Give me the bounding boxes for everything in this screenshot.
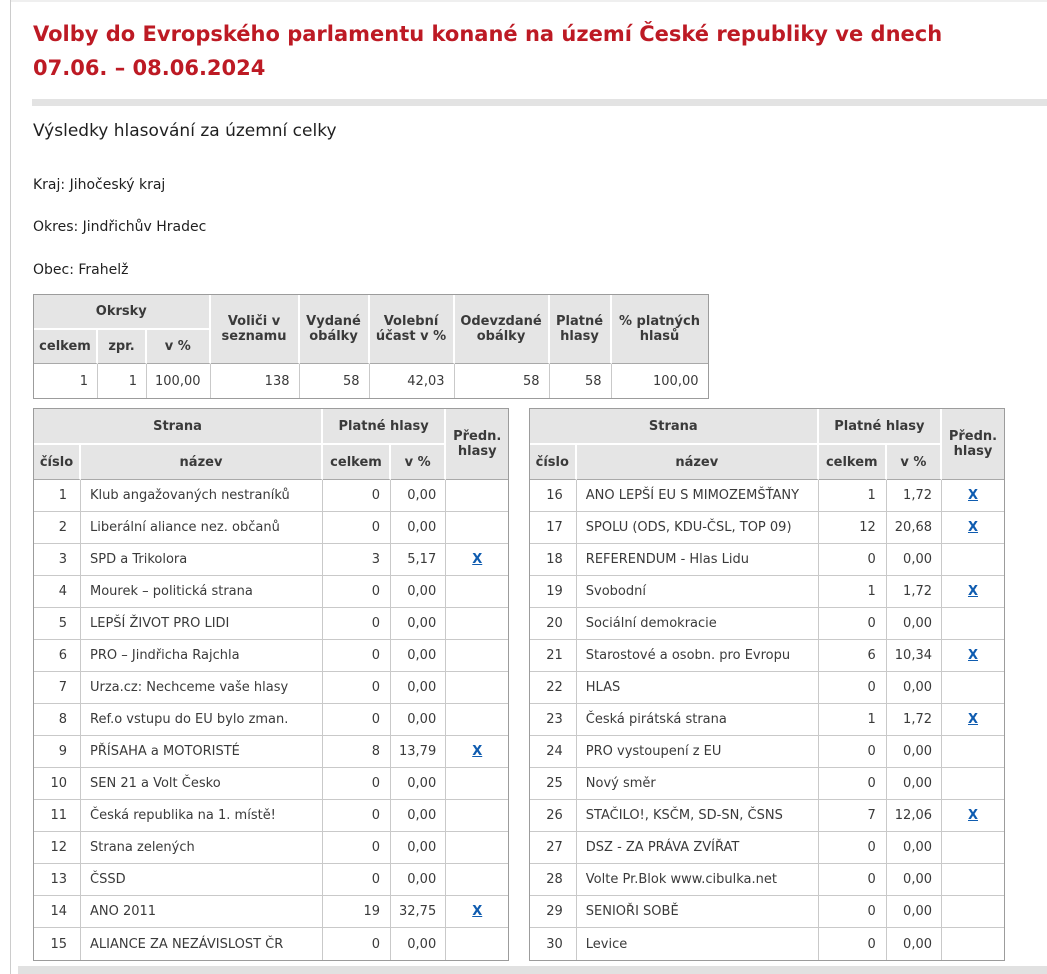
party-name-cell: Strana zelených bbox=[81, 832, 323, 864]
party-votes-cell: 0 bbox=[323, 576, 391, 608]
pref-votes-link[interactable]: X bbox=[967, 488, 979, 503]
party-name-cell: SEN 21 a Volt Česko bbox=[81, 768, 323, 800]
party-votes-cell: 0 bbox=[819, 544, 887, 576]
party-header-platne-hlasy: Platné hlasy bbox=[323, 409, 446, 445]
party-pct-cell: 12,06 bbox=[887, 800, 942, 832]
party-pct-cell: 0,00 bbox=[391, 672, 446, 704]
table-row bbox=[530, 736, 1004, 768]
party-pref-cell bbox=[942, 576, 1004, 608]
party-number-cell: 23 bbox=[530, 704, 577, 736]
party-pref-cell bbox=[446, 896, 508, 928]
party-table-right-wrapper bbox=[529, 408, 1005, 961]
party-pref-cell bbox=[942, 704, 1004, 736]
party-pct-cell: 1,72 bbox=[887, 480, 942, 512]
party-number-cell: 26 bbox=[530, 800, 577, 832]
party-votes-cell: 0 bbox=[819, 768, 887, 800]
party-votes-cell: 0 bbox=[323, 512, 391, 544]
party-pct-cell: 0,00 bbox=[391, 800, 446, 832]
summary-header-ucast: Volební účast v % bbox=[370, 295, 455, 364]
party-header-cislo: číslo bbox=[34, 445, 81, 480]
party-votes-cell: 0 bbox=[819, 736, 887, 768]
party-number-cell: 9 bbox=[34, 736, 81, 768]
party-pct-cell: 0,00 bbox=[391, 512, 446, 544]
summary-value-okrsky-vpct: 100,00 bbox=[147, 364, 211, 398]
party-number-cell: 2 bbox=[34, 512, 81, 544]
party-header-predn-hlasy: Předn. hlasy bbox=[446, 409, 508, 480]
summary-header-pct-platnych: % platných hlasů bbox=[612, 295, 708, 364]
party-pct-cell: 0,00 bbox=[391, 608, 446, 640]
party-pct-cell: 0,00 bbox=[391, 576, 446, 608]
table-row bbox=[530, 928, 1004, 960]
summary-header-okrsky: Okrsky bbox=[34, 295, 211, 330]
party-pct-cell: 0,00 bbox=[391, 832, 446, 864]
party-name-cell: PRO vystoupení z EU bbox=[577, 736, 819, 768]
table-row bbox=[530, 544, 1004, 576]
summary-value-ucast: 42,03 bbox=[370, 364, 455, 398]
table-row bbox=[530, 608, 1004, 640]
table-row bbox=[530, 576, 1004, 608]
party-votes-cell: 0 bbox=[323, 800, 391, 832]
party-header-celkem: celkem bbox=[819, 445, 887, 480]
table-row bbox=[34, 736, 508, 768]
party-name-cell: ANO LEPŠÍ EU S MIMOZEMŠŤANY bbox=[577, 480, 819, 512]
party-pref-cell bbox=[446, 736, 508, 768]
party-header-predn-hlasy: Předn. hlasy bbox=[942, 409, 1004, 480]
party-pref-cell bbox=[942, 896, 1004, 928]
pref-votes-link[interactable]: X bbox=[472, 904, 483, 919]
party-pct-cell: 0,00 bbox=[391, 768, 446, 800]
party-pref-cell bbox=[446, 768, 508, 800]
summary-header-volici: Voliči v seznamu bbox=[211, 295, 300, 364]
party-pct-cell: 0,00 bbox=[887, 896, 942, 928]
party-number-cell: 1 bbox=[34, 480, 81, 512]
table-row bbox=[530, 480, 1004, 512]
table-row bbox=[34, 640, 508, 672]
party-name-cell: Ref.o vstupu do EU bylo zman. bbox=[81, 704, 323, 736]
party-pref-cell bbox=[446, 832, 508, 864]
table-row bbox=[34, 864, 508, 896]
party-number-cell: 10 bbox=[34, 768, 81, 800]
party-pct-cell: 13,79 bbox=[391, 736, 446, 768]
party-pct-cell: 32,75 bbox=[391, 896, 446, 928]
page-title-line1: Volby do Evropského parlamentu konané na území České republiky ve dnech bbox=[33, 22, 943, 46]
party-number-cell: 21 bbox=[530, 640, 577, 672]
party-votes-cell: 12 bbox=[819, 512, 887, 544]
party-number-cell: 22 bbox=[530, 672, 577, 704]
party-pref-cell bbox=[942, 928, 1004, 960]
party-votes-cell: 0 bbox=[323, 768, 391, 800]
party-pref-cell bbox=[942, 832, 1004, 864]
pref-votes-link[interactable]: X bbox=[967, 520, 979, 535]
party-number-cell: 14 bbox=[34, 896, 81, 928]
table-row bbox=[530, 704, 1004, 736]
party-pct-cell: 0,00 bbox=[391, 864, 446, 896]
pref-votes-link[interactable]: X bbox=[967, 584, 979, 599]
party-votes-cell: 1 bbox=[819, 704, 887, 736]
party-pref-cell bbox=[942, 608, 1004, 640]
party-number-cell: 6 bbox=[34, 640, 81, 672]
summary-table bbox=[34, 295, 708, 398]
party-number-cell: 4 bbox=[34, 576, 81, 608]
party-pct-cell: 1,72 bbox=[887, 704, 942, 736]
party-votes-cell: 0 bbox=[323, 832, 391, 864]
party-votes-cell: 0 bbox=[819, 608, 887, 640]
party-name-cell: DSZ - ZA PRÁVA ZVÍŘAT bbox=[577, 832, 819, 864]
party-header-cislo: číslo bbox=[530, 445, 577, 480]
pref-votes-link[interactable]: X bbox=[472, 552, 483, 567]
table-row bbox=[34, 544, 508, 576]
party-votes-cell: 3 bbox=[323, 544, 391, 576]
pref-votes-link[interactable]: X bbox=[967, 808, 979, 823]
summary-subheader-celkem: celkem bbox=[34, 330, 98, 364]
party-header-vpct: v % bbox=[391, 445, 446, 480]
summary-value-okrsky-zpr: 1 bbox=[98, 364, 147, 398]
party-pct-cell: 0,00 bbox=[887, 736, 942, 768]
party-name-cell: ČSSD bbox=[81, 864, 323, 896]
summary-value-pct-platnych: 100,00 bbox=[612, 364, 708, 398]
party-name-cell: Česká pirátská strana bbox=[577, 704, 819, 736]
party-votes-cell: 0 bbox=[323, 640, 391, 672]
party-pct-cell: 0,00 bbox=[391, 640, 446, 672]
party-votes-cell: 8 bbox=[323, 736, 391, 768]
party-header-platne-hlasy: Platné hlasy bbox=[819, 409, 942, 445]
table-row bbox=[530, 896, 1004, 928]
party-votes-cell: 0 bbox=[819, 896, 887, 928]
party-tables-row bbox=[33, 408, 1005, 961]
party-votes-cell: 19 bbox=[323, 896, 391, 928]
table-row bbox=[530, 672, 1004, 704]
table-row bbox=[34, 704, 508, 736]
summary-subheader-zpr: zpr. bbox=[98, 330, 147, 364]
page-top-border bbox=[11, 0, 1047, 2]
party-votes-cell: 1 bbox=[819, 480, 887, 512]
summary-subheader-vpct: v % bbox=[147, 330, 211, 364]
summary-value-volici: 138 bbox=[211, 364, 300, 398]
party-name-cell: LEPŠÍ ŽIVOT PRO LIDI bbox=[81, 608, 323, 640]
party-pref-cell bbox=[942, 736, 1004, 768]
party-name-cell: Starostové a osobn. pro Evropu bbox=[577, 640, 819, 672]
party-pref-cell bbox=[942, 800, 1004, 832]
party-pref-cell bbox=[446, 576, 508, 608]
table-row bbox=[530, 832, 1004, 864]
party-votes-cell: 0 bbox=[819, 864, 887, 896]
table-row bbox=[34, 608, 508, 640]
party-number-cell: 3 bbox=[34, 544, 81, 576]
party-pct-cell: 0,00 bbox=[887, 928, 942, 960]
party-name-cell: Svobodní bbox=[577, 576, 819, 608]
summary-value-platne-hlasy: 58 bbox=[550, 364, 612, 398]
party-pref-cell bbox=[446, 608, 508, 640]
party-pct-cell: 0,00 bbox=[887, 864, 942, 896]
party-number-cell: 12 bbox=[34, 832, 81, 864]
party-votes-cell: 0 bbox=[819, 928, 887, 960]
party-pct-cell: 0,00 bbox=[887, 544, 942, 576]
party-pct-cell: 0,00 bbox=[887, 608, 942, 640]
party-name-cell: SPOLU (ODS, KDU-ČSL, TOP 09) bbox=[577, 512, 819, 544]
party-name-cell: Levice bbox=[577, 928, 819, 960]
table-row bbox=[34, 480, 508, 512]
party-pct-cell: 0,00 bbox=[887, 832, 942, 864]
party-votes-cell: 0 bbox=[323, 864, 391, 896]
party-votes-cell: 0 bbox=[323, 928, 391, 960]
party-number-cell: 17 bbox=[530, 512, 577, 544]
party-votes-cell: 0 bbox=[819, 672, 887, 704]
party-votes-cell: 0 bbox=[819, 832, 887, 864]
party-pref-cell bbox=[942, 640, 1004, 672]
party-pct-cell: 1,72 bbox=[887, 576, 942, 608]
table-row bbox=[530, 800, 1004, 832]
page-left-border bbox=[10, 0, 11, 974]
party-number-cell: 19 bbox=[530, 576, 577, 608]
party-name-cell: Volte Pr.Blok www.cibulka.net bbox=[577, 864, 819, 896]
party-number-cell: 29 bbox=[530, 896, 577, 928]
page-title bbox=[33, 17, 1023, 85]
party-votes-cell: 0 bbox=[323, 480, 391, 512]
party-number-cell: 28 bbox=[530, 864, 577, 896]
party-name-cell: Mourek – politická strana bbox=[81, 576, 323, 608]
party-table-left bbox=[34, 409, 508, 960]
party-name-cell: Sociální demokracie bbox=[577, 608, 819, 640]
table-row bbox=[34, 896, 508, 928]
table-row bbox=[34, 768, 508, 800]
party-pref-cell bbox=[942, 480, 1004, 512]
table-row bbox=[530, 864, 1004, 896]
party-pref-cell bbox=[942, 512, 1004, 544]
party-header-celkem: celkem bbox=[323, 445, 391, 480]
party-number-cell: 7 bbox=[34, 672, 81, 704]
party-name-cell: Nový směr bbox=[577, 768, 819, 800]
party-number-cell: 27 bbox=[530, 832, 577, 864]
party-number-cell: 15 bbox=[34, 928, 81, 960]
party-pref-cell bbox=[942, 864, 1004, 896]
party-pref-cell bbox=[446, 672, 508, 704]
party-number-cell: 20 bbox=[530, 608, 577, 640]
region-kraj-line: Kraj: Jihočeský kraj bbox=[33, 177, 166, 193]
party-header-nazev: název bbox=[577, 445, 819, 480]
party-number-cell: 16 bbox=[530, 480, 577, 512]
party-number-cell: 25 bbox=[530, 768, 577, 800]
party-name-cell: Česká republika na 1. místě! bbox=[81, 800, 323, 832]
party-pref-cell bbox=[942, 544, 1004, 576]
party-number-cell: 13 bbox=[34, 864, 81, 896]
section-heading: Výsledky hlasování za územní celky bbox=[33, 121, 337, 141]
party-pct-cell: 10,34 bbox=[887, 640, 942, 672]
party-pref-cell bbox=[942, 672, 1004, 704]
pref-votes-link[interactable]: X bbox=[967, 648, 979, 663]
summary-value-odevzdane-obalky: 58 bbox=[455, 364, 550, 398]
party-votes-cell: 0 bbox=[323, 672, 391, 704]
party-pct-cell: 0,00 bbox=[887, 672, 942, 704]
party-pct-cell: 20,68 bbox=[887, 512, 942, 544]
party-votes-cell: 6 bbox=[819, 640, 887, 672]
party-number-cell: 30 bbox=[530, 928, 577, 960]
party-name-cell: Liberální aliance nez. občanů bbox=[81, 512, 323, 544]
party-pref-cell bbox=[942, 768, 1004, 800]
party-name-cell: REFERENDUM - Hlas Lidu bbox=[577, 544, 819, 576]
party-pref-cell bbox=[446, 928, 508, 960]
party-number-cell: 18 bbox=[530, 544, 577, 576]
party-header-strana: Strana bbox=[530, 409, 819, 445]
table-row bbox=[34, 672, 508, 704]
party-pref-cell bbox=[446, 704, 508, 736]
party-number-cell: 11 bbox=[34, 800, 81, 832]
table-row bbox=[34, 512, 508, 544]
party-votes-cell: 0 bbox=[323, 608, 391, 640]
region-okres-line: Okres: Jindřichův Hradec bbox=[33, 219, 207, 235]
party-header-vpct: v % bbox=[887, 445, 942, 480]
party-votes-cell: 1 bbox=[819, 576, 887, 608]
table-row bbox=[34, 832, 508, 864]
pref-votes-link[interactable]: X bbox=[967, 712, 979, 727]
party-name-cell: ALIANCE ZA NEZÁVISLOST ČR bbox=[81, 928, 323, 960]
party-table-right bbox=[530, 409, 1004, 960]
summary-value-vydane-obalky: 58 bbox=[300, 364, 370, 398]
party-number-cell: 5 bbox=[34, 608, 81, 640]
party-name-cell: SENIOŘI SOBĚ bbox=[577, 896, 819, 928]
summary-table-wrapper bbox=[33, 294, 709, 399]
party-number-cell: 24 bbox=[530, 736, 577, 768]
pref-votes-link[interactable]: X bbox=[472, 744, 483, 759]
table-row bbox=[34, 800, 508, 832]
party-name-cell: PRO – Jindřicha Rajchla bbox=[81, 640, 323, 672]
table-row bbox=[530, 768, 1004, 800]
party-header-strana: Strana bbox=[34, 409, 323, 445]
party-pref-cell bbox=[446, 512, 508, 544]
party-number-cell: 8 bbox=[34, 704, 81, 736]
party-name-cell: Klub angažovaných nestraníků bbox=[81, 480, 323, 512]
party-pct-cell: 0,00 bbox=[391, 928, 446, 960]
party-votes-cell: 7 bbox=[819, 800, 887, 832]
party-pref-cell bbox=[446, 544, 508, 576]
party-pct-cell: 5,17 bbox=[391, 544, 446, 576]
party-table-left-wrapper bbox=[33, 408, 509, 961]
summary-header-platne-hlasy: Platné hlasy bbox=[550, 295, 612, 364]
party-name-cell: Urza.cz: Nechceme vaše hlasy bbox=[81, 672, 323, 704]
party-name-cell: HLAS bbox=[577, 672, 819, 704]
summary-value-okrsky-celkem: 1 bbox=[34, 364, 98, 398]
party-pct-cell: 0,00 bbox=[391, 480, 446, 512]
table-row bbox=[530, 512, 1004, 544]
party-pref-cell bbox=[446, 864, 508, 896]
party-pref-cell bbox=[446, 800, 508, 832]
page-title-line2: 07.06. – 08.06.2024 bbox=[33, 56, 266, 80]
party-header-nazev: název bbox=[81, 445, 323, 480]
party-pref-cell bbox=[446, 480, 508, 512]
summary-data-row bbox=[34, 364, 708, 398]
summary-header-vydane-obalky: Vydané obálky bbox=[300, 295, 370, 364]
table-row bbox=[34, 576, 508, 608]
party-pct-cell: 0,00 bbox=[391, 704, 446, 736]
party-name-cell: SPD a Trikolora bbox=[81, 544, 323, 576]
party-pct-cell: 0,00 bbox=[887, 768, 942, 800]
party-name-cell: PŘÍSAHA a MOTORISTÉ bbox=[81, 736, 323, 768]
table-row bbox=[530, 640, 1004, 672]
table-row bbox=[34, 928, 508, 960]
party-name-cell: STAČILO!, KSČM, SD-SN, ČSNS bbox=[577, 800, 819, 832]
party-votes-cell: 0 bbox=[323, 704, 391, 736]
bottom-divider bbox=[18, 966, 1047, 974]
region-obec-line: Obec: Frahelž bbox=[33, 262, 129, 278]
section-divider bbox=[32, 99, 1047, 106]
summary-header-odevzdane-obalky: Odevzdané obálky bbox=[455, 295, 550, 364]
party-name-cell: ANO 2011 bbox=[81, 896, 323, 928]
party-pref-cell bbox=[446, 640, 508, 672]
